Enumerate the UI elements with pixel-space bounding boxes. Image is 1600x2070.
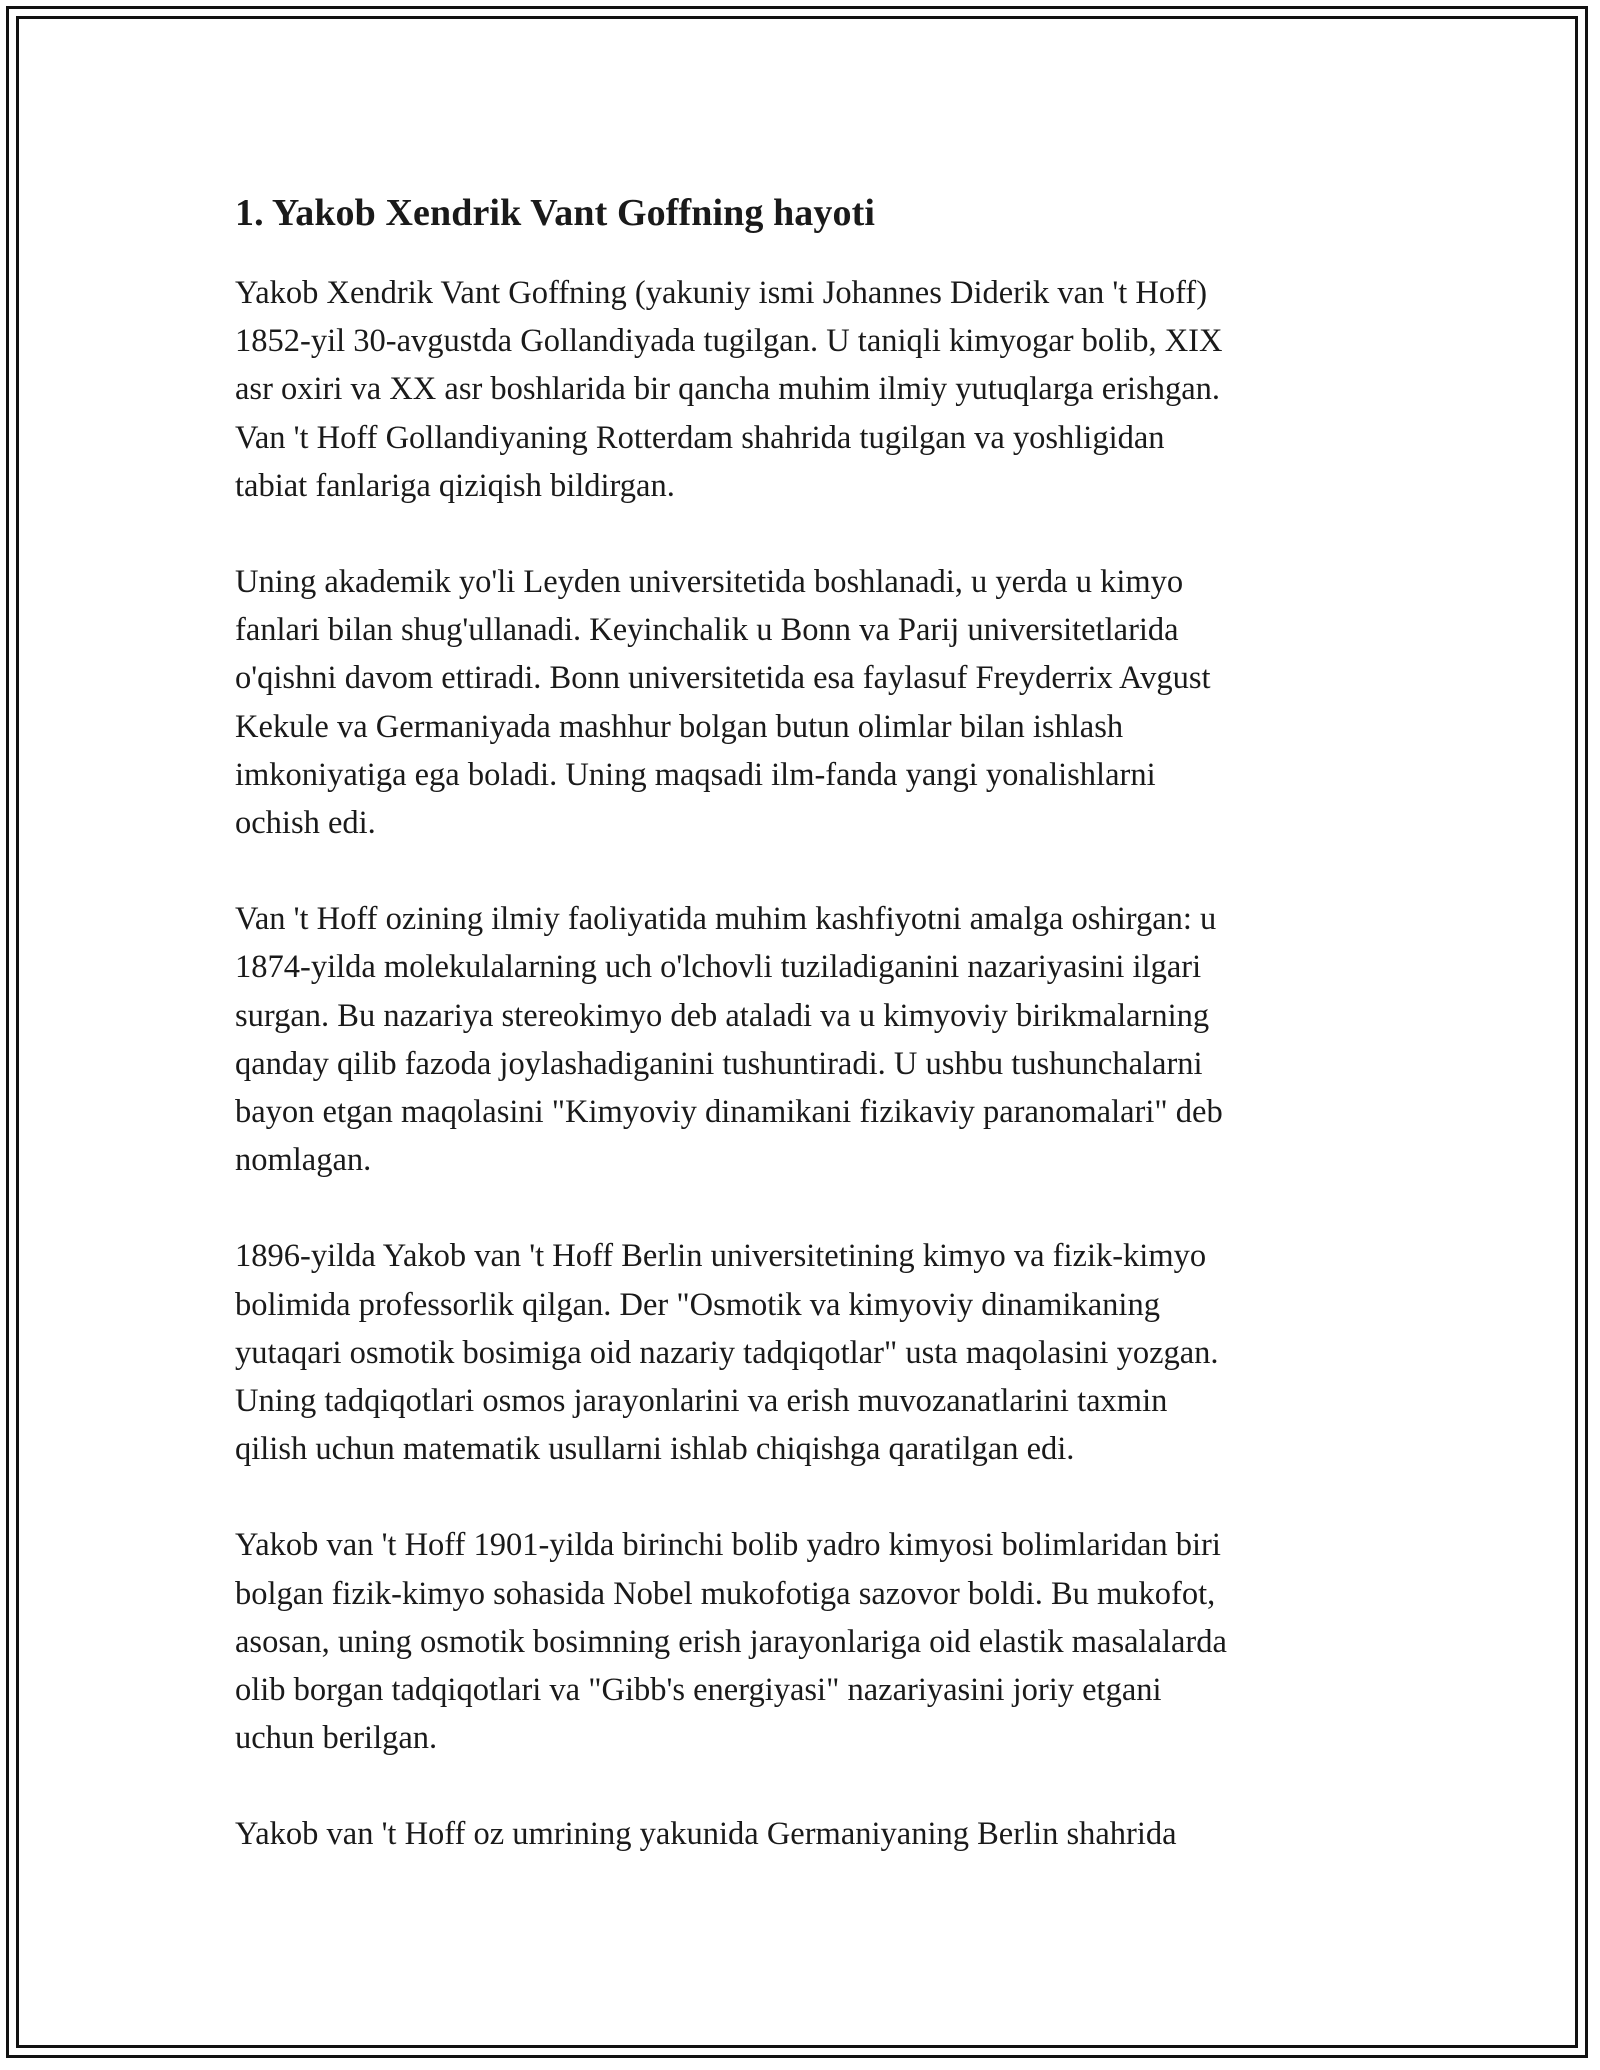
paragraph-berlin-professorship bbox=[235, 1232, 1365, 1473]
text-line: uchun berilgan. bbox=[235, 1720, 438, 1757]
text-line: asosan, uning osmotik bosimning erish jarayonlariga oid elastik masalalarda bbox=[235, 1623, 1227, 1660]
paragraph-early-life bbox=[235, 269, 1365, 510]
text-line: Van 't Hoff ozining ilmiy faoliyatida muhim kashfiyotni amalga oshirgan: u bbox=[235, 901, 1217, 938]
text-line: Yakob van 't Hoff 1901-yilda birinchi bolib yadro kimyosi bolimlaridan biri bbox=[235, 1527, 1221, 1564]
text-line: surgan. Bu nazariya stereokimyo deb ataladi va u kimyoviy birikmalarning bbox=[235, 997, 1210, 1034]
text-line: 1896-yilda Yakob van 't Hoff Berlin universitetining kimyo va fizik-kimyo bbox=[235, 1238, 1207, 1275]
paragraph-education bbox=[235, 558, 1365, 847]
text-line: olib borgan tadqiqotlari va "Gibb's energiyasi" nazariyasini joriy etgani bbox=[235, 1672, 1162, 1709]
text-line: Van 't Hoff Gollandiyaning Rotterdam shahrida tugilgan va yoshligidan bbox=[235, 419, 1165, 456]
text-line: bolimida professorlik qilgan. Der "Osmotik va kimyoviy dinamikaning bbox=[235, 1286, 1160, 1323]
text-line: bayon etgan maqolasini "Kimyoviy dinamikani fizikaviy paranomalari" deb bbox=[235, 1094, 1223, 1131]
text-line: asr oxiri va XX asr boshlarida bir qancha muhim ilmiy yutuqlarga erishgan. bbox=[235, 371, 1220, 408]
text-line: Kekule va Germaniyada mashhur bolgan butun olimlar bilan ishlash bbox=[235, 708, 1124, 745]
paragraph-later-life bbox=[235, 1810, 1365, 1858]
text-line: Yakob Xendrik Vant Goffning (yakuniy ismi Johannes Diderik van 't Hoff) bbox=[235, 275, 1208, 311]
text-line: bolgan fizik-kimyo sohasida Nobel mukofotiga sazovor boldi. Bu mukofot, bbox=[235, 1575, 1216, 1612]
text-line: qilish uchun matematik usullarni ishlab chiqishga qaratilgan edi. bbox=[235, 1431, 1075, 1468]
paragraph-nobel-prize bbox=[235, 1521, 1365, 1762]
page-title: 1. Yakob Xendrik Vant Goffning hayoti bbox=[235, 192, 876, 234]
text-line: 1852-yil 30-avgustda Gollandiyada tugilgan. U taniqli kimyogar bolib, XIX bbox=[235, 323, 1223, 360]
text-line: imkoniyatiga ega boladi. Uning maqsadi ilm-fanda yangi yonalishlarni bbox=[235, 756, 1156, 793]
text-line: fanlari bilan shug'ullanadi. Keyinchalik u Bonn va Parij universitetlarida bbox=[235, 612, 1179, 649]
paragraph-stereochemistry bbox=[235, 895, 1365, 1184]
text-line: Yakob van 't Hoff oz umrining yakunida Germaniyaning Berlin shahrida bbox=[235, 1816, 1177, 1853]
text-line: Uning tadqiqotlari osmos jarayonlarini va erish muvozanatlarini taxmin bbox=[235, 1383, 1168, 1420]
text-line: Uning akademik yo'li Leyden universitetida boshlanadi, u yerda u kimyo bbox=[235, 564, 1184, 601]
text-line: ochish edi. bbox=[235, 805, 376, 842]
text-line: 1874-yilda molekulalarning uch o'lchovli tuziladiganini nazariyasini ilgari bbox=[235, 949, 1202, 986]
text-line: nomlagan. bbox=[235, 1142, 372, 1179]
document-body bbox=[235, 188, 1365, 1907]
text-line: o'qishni davom ettiradi. Bonn universitetida esa faylasuf Freyderrix Avgust bbox=[235, 660, 1211, 697]
text-line: tabiat fanlariga qiziqish bildirgan. bbox=[235, 467, 675, 504]
text-line: yutaqari osmotik bosimiga oid nazariy tadqiqotlar" usta maqolasini yozgan. bbox=[235, 1334, 1219, 1371]
text-line: qanday qilib fazoda joylashadiganini tushuntiradi. U ushbu tushunchalarni bbox=[235, 1045, 1203, 1082]
